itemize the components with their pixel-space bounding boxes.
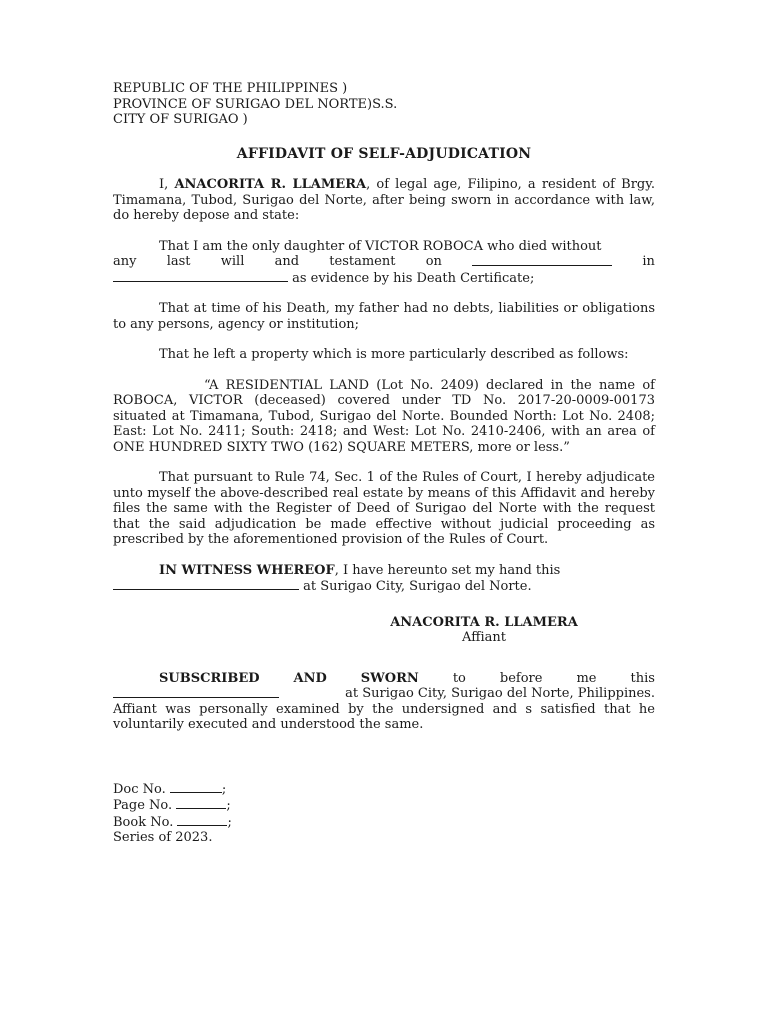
page-number-label: Page No. bbox=[113, 798, 173, 813]
word: this bbox=[630, 670, 655, 686]
signature-block bbox=[384, 615, 584, 646]
word: AND bbox=[293, 670, 327, 686]
book-number-blank bbox=[177, 814, 227, 826]
intro-paragraph bbox=[113, 177, 655, 224]
word: will bbox=[220, 254, 245, 269]
jurat-line-2 bbox=[113, 686, 655, 702]
venue-header bbox=[113, 81, 655, 128]
intro-prefix: I, bbox=[159, 177, 175, 192]
page-number: Page No. ; bbox=[113, 798, 231, 813]
book-number-label: Book No. bbox=[113, 814, 174, 830]
venue-line-province: PROVINCE OF SURIGAO DEL NORTE)S.S. bbox=[113, 96, 398, 112]
jurat-line-1 bbox=[113, 671, 655, 687]
affiant-label: Affiant bbox=[462, 630, 506, 645]
jurat-line-2-text: at Surigao City, Surigao del Norte, Philippines. bbox=[345, 686, 655, 701]
death-line-2 bbox=[113, 254, 655, 270]
debts-paragraph: That at time of his Death, my father had no debts, liabilities or obligations to any persons, agency or institution; bbox=[113, 301, 655, 332]
book-number: Book No. ; bbox=[113, 814, 232, 830]
intro-text: , of legal age, Filipino, a resident of Brgy. Timamana, Tubod, Surigao del Norte, after being sworn in accordance with law, do hereby depose and state: bbox=[113, 177, 655, 223]
witness-text: , I have hereunto set my hand this bbox=[334, 562, 561, 578]
document-title: AFFIDAVIT OF SELF-ADJUDICATION bbox=[236, 145, 532, 162]
doc-number-label: Doc No. bbox=[113, 781, 166, 797]
adjudication-paragraph: That pursuant to Rule 74, Sec. 1 of the Rules of Court, I hereby adjudicate unto myself the above-described real estate by means of this Affidavit and hereby files the same with the Register of Deed of Surigao del Norte with the request that the said adjudication be made effective without judicial proceeding as prescribed by the aforementioned provision of the Rules of Court. bbox=[113, 470, 655, 547]
jurat-date-blank bbox=[113, 686, 279, 698]
death-place-blank bbox=[113, 270, 288, 282]
death-date-blank bbox=[472, 254, 612, 266]
affiant-name-inline: ANACORITA R. LLAMERA bbox=[174, 177, 367, 192]
property-description: “A RESIDENTIAL LAND (Lot No. 2409) declared in the name of ROBOCA, VICTOR (deceased) covered under TD No. 2017-20-0009-00173 situated at Timamana, Tubod, Surigao del Norte. Bounded North: Lot No. 2408; East: Lot No. 2411; South: 2418; and West: Lot No. 2410-2406, with an area of ONE HUNDRED SIXTY TWO (162) SQUARE METERS, more or less.” bbox=[113, 377, 655, 455]
word: before bbox=[499, 670, 543, 686]
affidavit-page bbox=[113, 81, 655, 846]
death-paragraph bbox=[113, 239, 655, 287]
word: to bbox=[452, 670, 466, 686]
witness-date-blank bbox=[113, 578, 299, 590]
word: SWORN bbox=[360, 670, 419, 686]
witness-line-2 bbox=[113, 578, 655, 595]
word: SUBSCRIBED bbox=[159, 670, 260, 686]
venue-line-republic: REPUBLIC OF THE PHILIPPINES ) bbox=[113, 81, 348, 96]
notarial-register bbox=[113, 781, 655, 846]
word: and bbox=[274, 254, 300, 269]
witness-line-2-text: at Surigao City, Surigao del Norte. bbox=[299, 579, 532, 594]
witness-line-1 bbox=[113, 563, 655, 579]
affiant-signature-name: ANACORITA R. LLAMERA bbox=[390, 614, 578, 630]
witness-paragraph bbox=[113, 563, 655, 595]
property-intro-paragraph: That he left a property which is more particularly described as follows: bbox=[159, 347, 629, 362]
witness-bold: IN WITNESS WHEREOF bbox=[159, 562, 335, 578]
word: last bbox=[166, 254, 191, 269]
series-year: Series of 2023. bbox=[113, 830, 213, 845]
jurat-paragraph bbox=[113, 671, 655, 733]
word: on bbox=[425, 254, 442, 269]
word: any bbox=[113, 254, 137, 269]
word: me bbox=[576, 670, 597, 686]
death-line-3 bbox=[113, 270, 655, 287]
doc-number-blank bbox=[170, 781, 222, 793]
word: testament bbox=[329, 254, 396, 269]
word: in bbox=[642, 254, 655, 269]
venue-line-city: CITY OF SURIGAO ) bbox=[113, 112, 248, 127]
death-line-3-text: as evidence by his Death Certificate; bbox=[288, 270, 535, 286]
page-number-blank bbox=[176, 797, 226, 809]
death-line-1: That I am the only daughter of VICTOR ROBOCA who died without bbox=[159, 238, 602, 254]
jurat-line-3: Affiant was personally examined by the undersigned and s satisfied that he voluntarily executed and understood the same. bbox=[113, 701, 655, 732]
doc-number: Doc No. ; bbox=[113, 781, 227, 797]
